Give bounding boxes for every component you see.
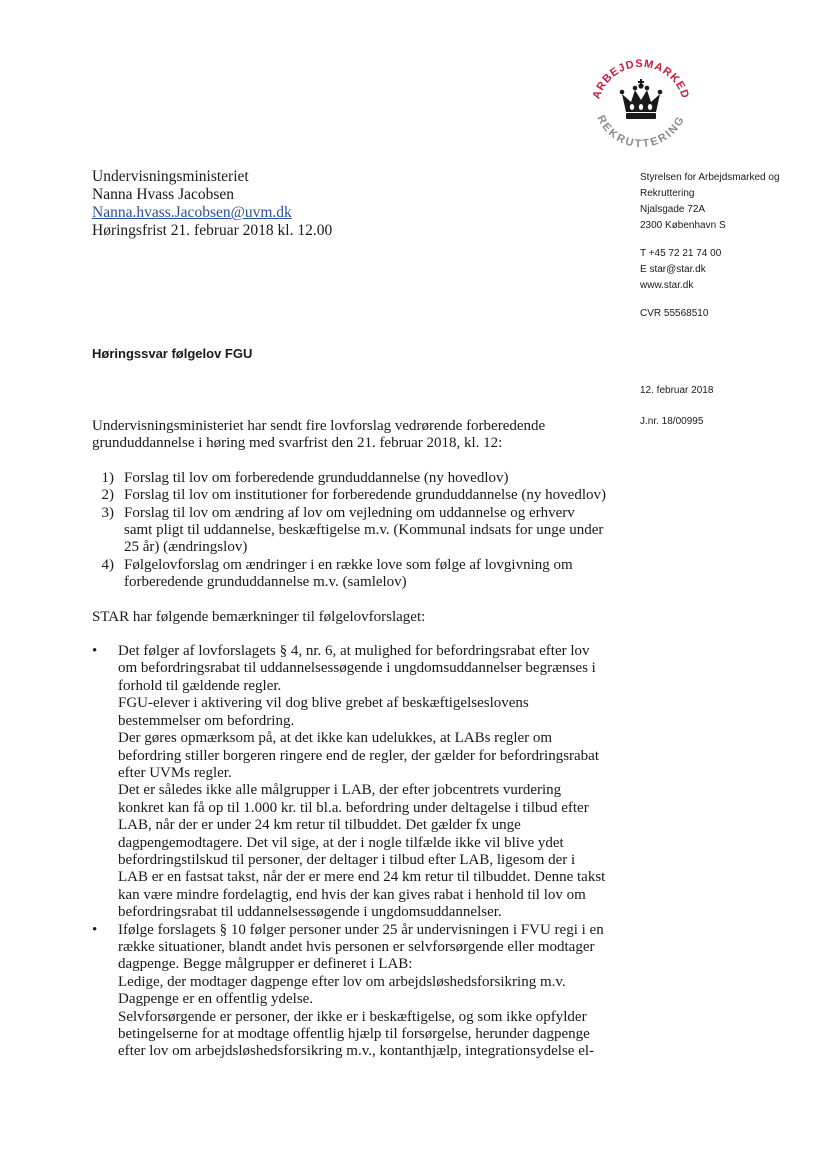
list-item-text: Følgelovforslag om ændringer i en række love som følge af lovgivning om forberedende grunduddannelse m.v. (samlelov) — [124, 556, 573, 591]
remark-paragraph: FGU-elever i aktivering vil dog blive grebet af beskæftigelseslovens bestemmelser om befordring. — [118, 695, 529, 729]
sender-phone: T +45 72 21 74 00 — [640, 248, 722, 259]
recipient-ministry: Undervisningsministeriet — [92, 168, 249, 185]
remark-paragraph: Selvforsørgende er personer, der ikke er i beskæftigelse, og som ikke opfylder betingelserne for at modtage offentlig hjælp til forsørgelse, herunder dagpenge efter lov om arbejdsløshedsforsikring m.v., kontanthjælp, integrationsydelse el- — [118, 1008, 595, 1060]
recipient-name: Nanna Hvass Jacobsen — [92, 186, 235, 203]
list-item-text: Forslag til lov om institutioner for forberedende grunduddannelse (ny hovedlov) — [124, 487, 606, 504]
remark-paragraph: Ifølge forslagets § 10 følger personer under 25 år undervisningen i FVU regi i en række situationer, blandt andet hvis personen er selvforsørgende eller modtager dagpenge. Begge målgrupper er defineret i LAB: — [118, 921, 604, 973]
remarks-list — [92, 643, 606, 1061]
recipient-email-link[interactable]: Nanna.hvass.Jacobsen@uvm.dk — [92, 204, 292, 221]
remark-item — [92, 643, 606, 922]
list-item — [92, 557, 606, 592]
remark-paragraph: Der gøres opmærksom på, at det ikke kan udelukkes, at LABs regler om befordring stiller borgeren ringere end de regler, der gælder for befordringsrabat efter UVMs regler. — [118, 730, 600, 781]
letter-subject: Høringssvar følgelov FGU — [92, 346, 253, 361]
list-item-number: 4) — [101, 556, 114, 573]
list-item — [92, 505, 606, 557]
list-item-text: Forslag til lov om ændring af lov om vejledning om uddannelse og erhverv samt pligt til uddannelse, beskæftigelse m.v. (Kommunal indsats for unge under 25 år) (ændringslov) — [124, 504, 604, 556]
bullet-icon: • — [92, 643, 98, 660]
logo-bottom-text: REKRUTTERING — [594, 113, 688, 151]
sender-cvr: CVR 55568510 — [640, 308, 709, 319]
remark-paragraph: Det er således ikke alle målgrupper i LAB, der efter jobcentrets vurdering konkret kan få op til 1.000 kr. til bl.a. befordring under deltagelse i tilbud efter LAB, når der er under 24 km retur til tilbuddet. Det gælder fx unge dagpengemodtagere. Det vil sige, at der i nogle tilfælde ikke vil blive ydet befordringstilskud til personer, der deltager i tilbud efter LAB, ligesom der i LAB er en fastsat takst, når der er mere end 24 km retur til tilbuddet. Denne takst kan være mindre fordelagtig, end hvis der kan gives rabat i henhold til lov om befordringsrabat til uddannelsessøgende i ungdomsuddannelser. — [118, 782, 606, 921]
remark-item — [92, 922, 606, 1061]
list-item-number: 1) — [101, 469, 114, 486]
bill-list — [92, 470, 606, 592]
crown-icon — [582, 50, 700, 160]
remark-paragraph: Det følger af lovforslagets § 4, nr. 6, at mulighed for befordringsrabat efter lov om befordringsrabat til uddannelsessøgende i ungdomsuddannelser begrænses i forhold til gældende regler. — [118, 643, 596, 694]
letter-date: 12. februar 2018 — [640, 385, 714, 396]
sender-street: Njalsgade 72A — [640, 204, 706, 215]
sender-org-line2: Rekruttering — [640, 188, 695, 199]
hearing-deadline: Høringsfrist 21. februar 2018 kl. 12.00 — [92, 222, 333, 239]
remarks-intro: STAR har følgende bemærkninger til følgelovforslaget: — [92, 608, 426, 625]
list-item — [92, 470, 606, 487]
sender-org-line1: Styrelsen for Arbejdsmarked og — [640, 172, 780, 183]
logo-top-text: ARBEJDSMARKED — [590, 57, 692, 101]
list-item-text: Forslag til lov om forberedende grunduddannelse (ny hovedlov) — [124, 469, 509, 486]
list-item — [92, 487, 606, 504]
sender-web: www.star.dk — [640, 280, 694, 291]
letter-body — [92, 418, 606, 1061]
list-item-number: 2) — [101, 487, 114, 504]
journal-number: J.nr. 18/00995 — [640, 416, 704, 427]
sender-city: 2300 København S — [640, 220, 726, 231]
bullet-icon: • — [92, 921, 98, 938]
agency-logo — [582, 50, 700, 160]
remark-paragraph: Ledige, der modtager dagpenge efter lov om arbejdsløshedsforsikring m.v. Dagpenge er en offentlig ydelse. — [118, 973, 566, 1008]
list-item-number: 3) — [101, 504, 114, 521]
sender-email: E star@star.dk — [640, 264, 706, 275]
recipient-block — [92, 168, 332, 240]
sender-block — [640, 170, 810, 334]
intro-paragraph: Undervisningsministeriet har sendt fire lovforslag vedrørende forberedende grunduddannelse i høring med svarfrist den 21. februar 2018, kl. 12: — [92, 418, 546, 452]
